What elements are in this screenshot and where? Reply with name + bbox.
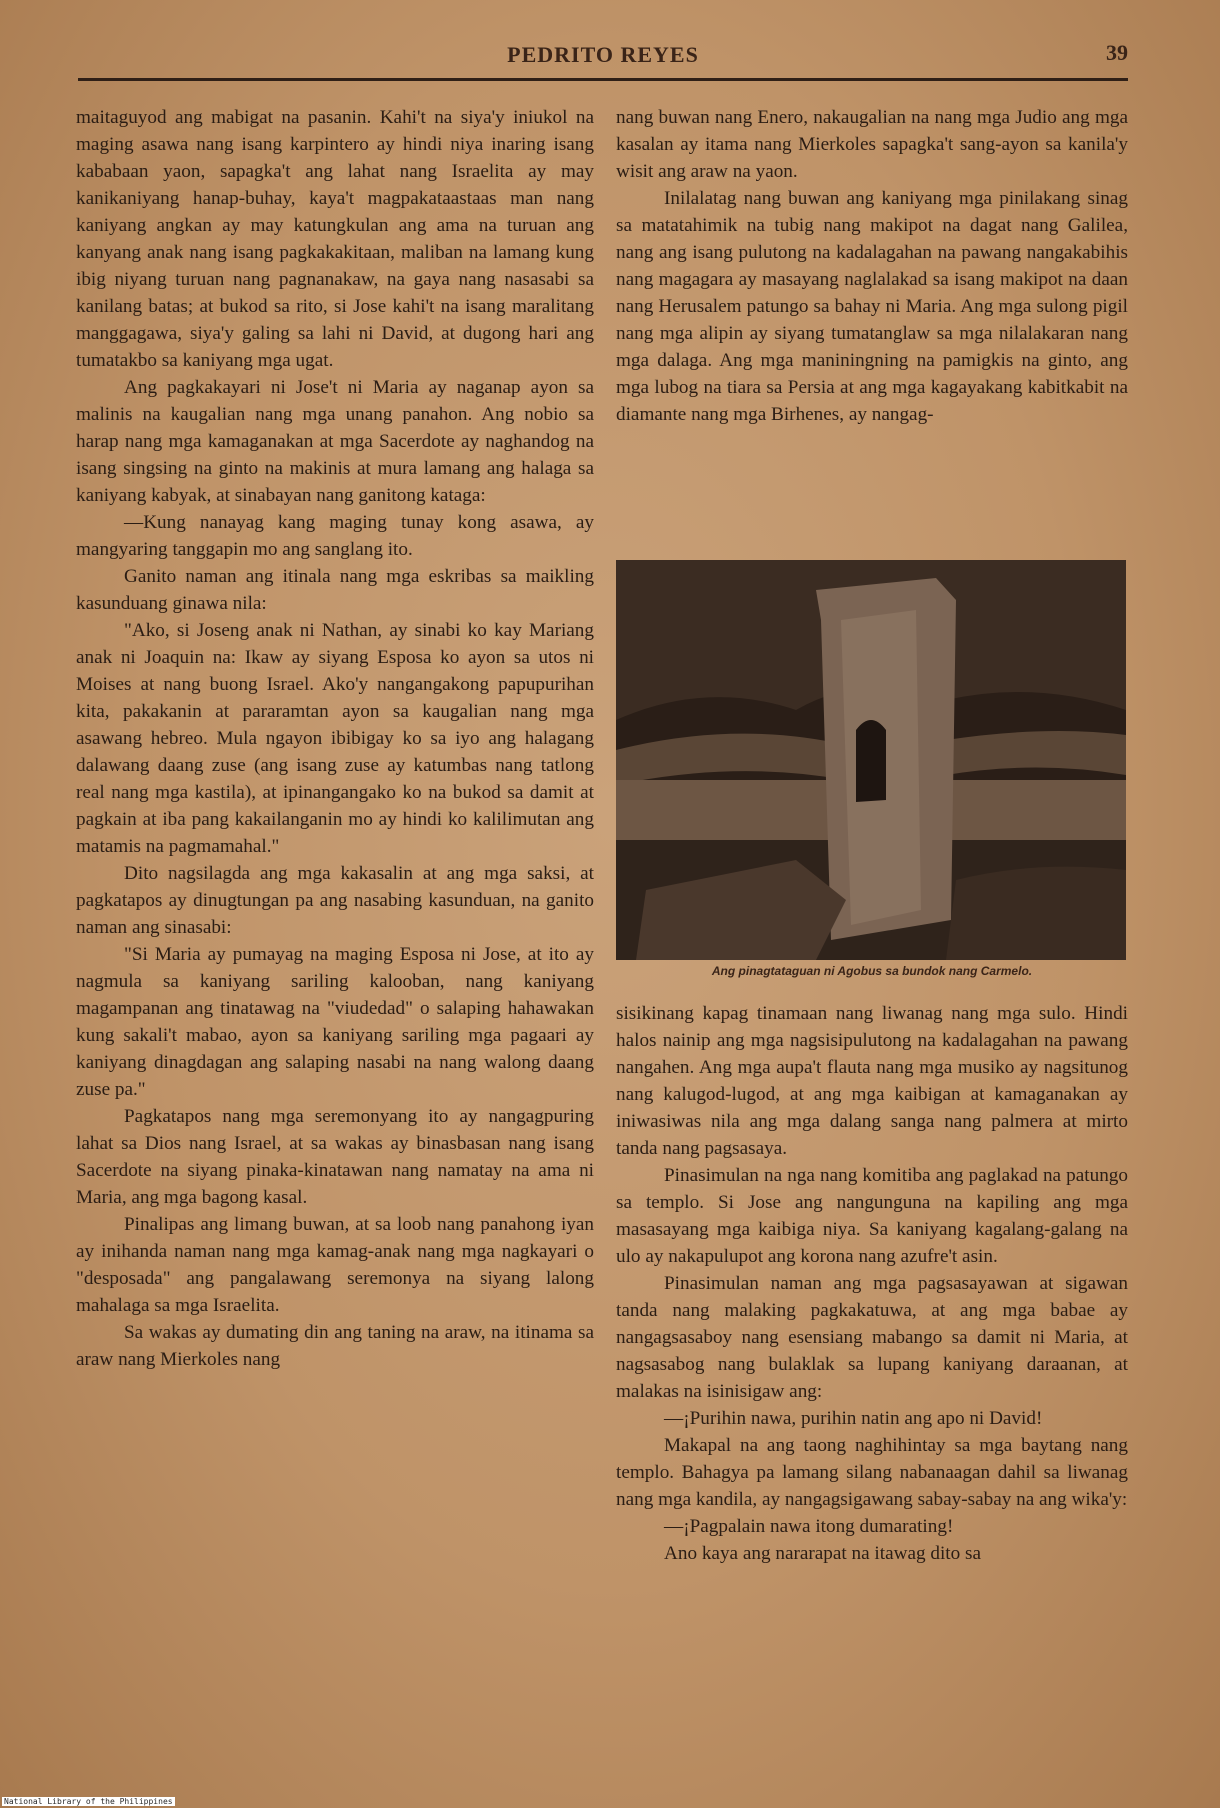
paragraph: Ganito naman ang itinala nang mga eskribas sa maikling kasunduang ginawa nila: — [76, 566, 594, 614]
right-column-top — [616, 104, 1128, 428]
paragraph: Pinasimulan na nga nang komitiba ang paglakad na patungo sa templo. Si Jose ang nangunguna na kapiling ang mga masasayang mga kaibiga niya. Sa kaniyang kagalang-galang na ulo ay nakapulupot ang korona nang azufre't asin. — [616, 1165, 1128, 1267]
paragraph: Sa wakas ay dumating din ang taning na araw, na itinama sa araw nang Mierkoles nang — [76, 1322, 594, 1370]
paragraph: Ano kaya ang nararapat na itawag dito sa — [664, 1543, 981, 1564]
library-watermark: National Library of the Philippines — [4, 1797, 173, 1806]
page-header — [78, 38, 1128, 82]
page-number: 39 — [1106, 40, 1128, 65]
paragraph: maitaguyod ang mabigat na pasanin. Kahi't na siya'y iniukol na maging asawa nang isang karpintero ay hindi niya inaring isang kababaan yaon, sapagka't ang lahat nang Israelita ay may kanikaniyang hanap-buhay, kaya't magpakataastaas man nang kaniyang angkan ay may katungkulan ang ama na turuan ang kanyang anak nang isang pagkakakitaan, maliban na lamang kung ibig niyang turuan nang pagnanakaw, na gaya nang nasasabi sa kanilang batas; at bukod sa rito, si Jose kahi't na isang maralitang manggagawa, siya'y galing sa lahi ni David, at dugong hari ang tumatakbo sa kaniyang mga ugat. — [76, 107, 594, 371]
paragraph: "Ako, si Joseng anak ni Nathan, ay sinabi ko kay Mariang anak ni Joaquin na: Ikaw ay siyang Esposa ko ayon sa utos ni Moises at nang buong Israel. Ako'y nangangakong papupurihan kita, pakakanin at pararamtan ayon sa kaugalian nang mga asawang hebreo. Mula ngayon ibibigay ko sa iyo ang halagang dalawang daang zuse (ang isang zuse ay katumbas nang tatlong real nang mga kastila), at ipinangangako ko na bukod sa damit at pagkain at iba pang kakailanganin mo ay hindi ko kalilimutan ang matamis na pagmamahal." — [76, 620, 594, 857]
paragraph: —Kung nanayag kang maging tunay kong asawa, ay mangyaring tanggapin mo ang sanglang ito. — [76, 512, 594, 560]
paragraph: Pinasimulan naman ang mga pagsasayawan at sigawan tanda nang malaking pagkakatuwa, at ang mga babae ay nangagsasaboy nang esensiang mabango sa damit ni Maria, at nagsasabog nang bulaklak sa lupang kaniyang daraanan, at malakas na isinisigaw ang: — [616, 1273, 1128, 1402]
paragraph: Makapal na ang taong naghihintay sa mga baytang nang templo. Bahagya pa lamang silang nabanaagan dahil sa liwanag nang mga kandila, ay nangagsigawang sabay-sabay na ang wika'y: — [616, 1435, 1128, 1510]
paragraph: Pinalipas ang limang buwan, at sa loob nang panahong iyan ay inihanda naman nang mga kamag-anak nang mga nagkayari o "desposada" ang pangalawang seremonya na siyang lalong mahalaga sa mga Israelita. — [76, 1214, 594, 1316]
figure-caption: Ang pinagtataguan ni Agobus sa bundok nang Carmelo. — [711, 964, 1033, 978]
paragraph: Inilalatag nang buwan ang kaniyang mga pinilakang sinag sa matatahimik na tubig nang makipot na dagat nang Galilea, nang ang isang pulutong na kadalagahan na pawang nangakabihis nang magagara ay masayang naglalakad sa isang makipot na daan nang Herusalem patungo sa bahay ni Maria. Ang mga sulong pigil nang mga alipin ay siyang tumatanglaw sa mga nilalakaran nang mga dalaga. Ang mga maniningning na pamigkis na ginto, ang mga lubog na tiara sa Persia at ang mga kagayakang kabitkabit na diamante nang mga Birhenes, ay nangag- — [616, 188, 1128, 425]
paragraph: Dito nagsilagda ang mga kakasalin at ang mga saksi, at pagkatapos ay dinugtungan pa ang nasabing kasunduan, na ganito naman ang sinasabi: — [76, 863, 594, 938]
header-rule — [78, 78, 1128, 81]
paragraph: "Si Maria ay pumayag na maging Esposa ni Jose, at ito ay nagmula sa kaniyang sariling kalooban, nang kaniyang magampanan ang tinatawag na "viudedad" o salaping hahawakan kung sakali't mabao, ayon sa kaniyang sariling mga pagaari ay kaniyang dinagdagan ang salaping nasabi na nang walong daang zuse pa." — [76, 944, 594, 1100]
running-title: PEDRITO REYES — [507, 42, 699, 67]
paragraph: Pagkatapos nang mga seremonyang ito ay nangagpuring lahat sa Dios nang Israel, at sa wakas ay binasbasan nang isang Sacerdote na siyang pinaka-kinatawan nang namatay na ama ni Maria, ang mga bagong kasal. — [76, 1106, 594, 1208]
right-column-bottom — [616, 1000, 1128, 1567]
illustration-ruined-tower — [616, 560, 1126, 960]
paragraph: sisikinang kapag tinamaan nang liwanag nang mga sulo. Hindi halos nainip ang mga nagsisipulutong na kadalagahan na pawang nangahen. Ang mga aupa't flauta nang mga musiko ay nagsitunog nang kalugod-lugod, at ang mga kaibigan at kamaganakan ay iniwasiwas nila ang mga dalang sanga nang palmera at mirto tanda nang pagsasaya. — [616, 1003, 1128, 1159]
left-column — [76, 104, 594, 1373]
paragraph: nang buwan nang Enero, nakaugalian na nang mga Judio ang mga kasalan ay itama nang Mierkoles sapagka't sang-ayon sa kanila'y wisit ang araw na yaon. — [616, 107, 1128, 182]
paragraph: —¡Pagpalain nawa itong dumarating! — [664, 1516, 954, 1537]
paragraph: Ang pagkakayari ni Jose't ni Maria ay naganap ayon sa malinis na kaugalian nang mga unang panahon. Ang nobio sa harap nang mga kamaganakan at mga Sacerdote ay naghandog na isang singsing na ginto na makinis at mura lamang ang halaga sa kaniyang kabyak, at sinabayan nang ganitong kataga: — [76, 377, 594, 506]
paragraph: —¡Purihin nawa, purihin natin ang apo ni David! — [664, 1408, 1043, 1429]
tower-engraving — [616, 560, 1126, 960]
